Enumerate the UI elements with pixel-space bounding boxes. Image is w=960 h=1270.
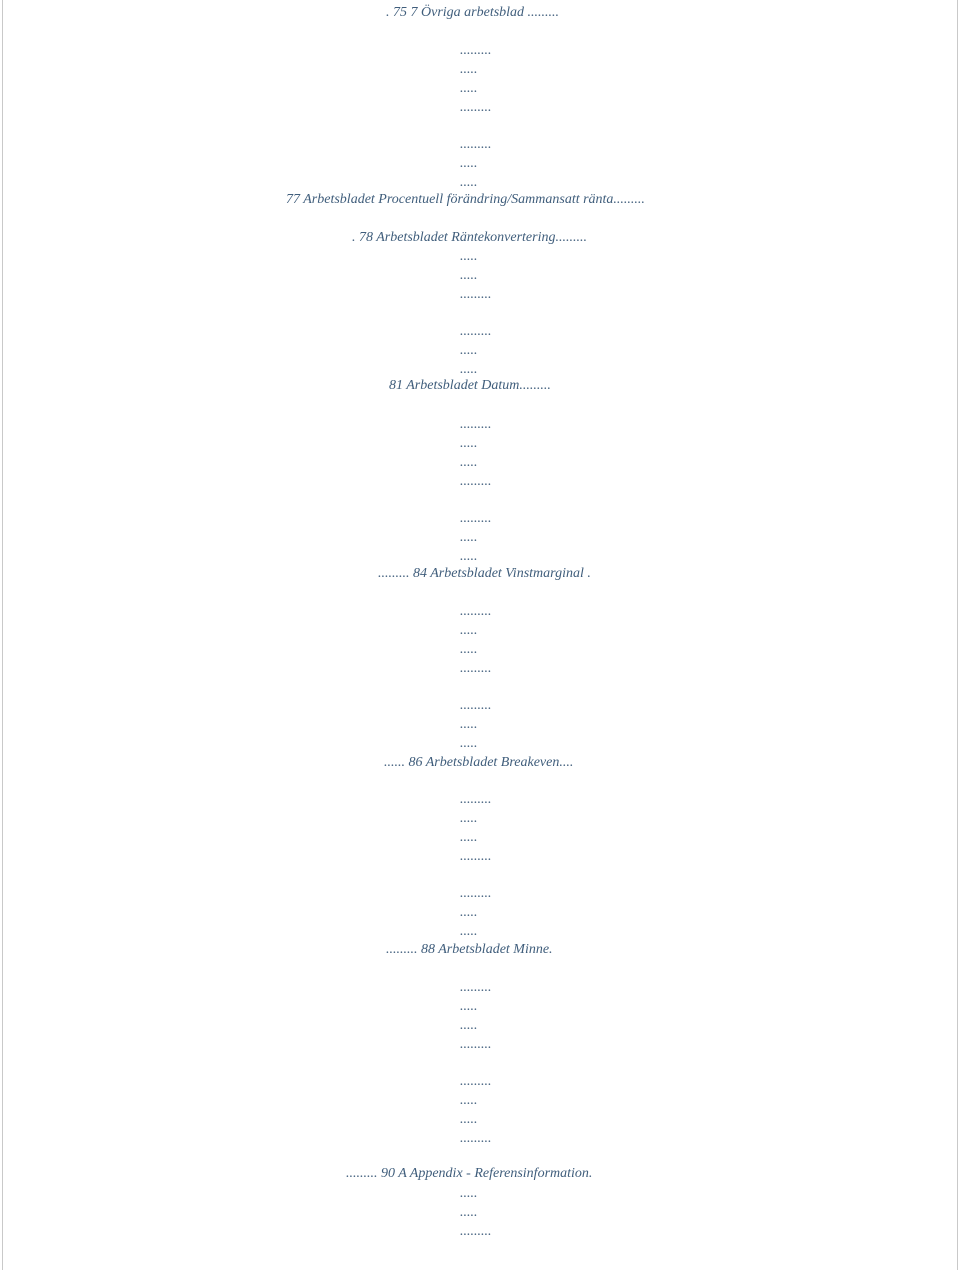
toc-leader: .........	[460, 100, 492, 115]
toc-leader: .....	[460, 642, 478, 657]
toc-leader: .....	[460, 830, 478, 845]
page-border-right	[957, 0, 958, 1270]
toc-entry-appendix[interactable]: ......... 90 A Appendix - Referensinformation.	[346, 1166, 593, 1181]
toc-leader: .....	[460, 549, 478, 564]
toc-leader: .....	[460, 717, 478, 732]
toc-entry-breakeven[interactable]: ...... 86 Arbetsbladet Breakeven....	[384, 755, 574, 770]
toc-leader: .....	[460, 156, 478, 171]
toc-leader: .........	[460, 1224, 492, 1239]
toc-leader: .........	[460, 1131, 492, 1146]
toc-leader: .........	[460, 324, 492, 339]
page-border-left	[2, 0, 3, 1270]
toc-leader: .....	[460, 811, 478, 826]
toc-leader: .....	[460, 268, 478, 283]
toc-leader: .........	[460, 1074, 492, 1089]
toc-leader: .....	[460, 623, 478, 638]
toc-leader: .....	[460, 62, 478, 77]
toc-leader: .....	[460, 362, 478, 377]
toc-entry-minne[interactable]: ......... 88 Arbetsbladet Minne.	[386, 942, 553, 957]
toc-leader: .........	[460, 43, 492, 58]
toc-entry-ovriga-arbetsblad[interactable]: . 75 7 Övriga arbetsblad .........	[386, 5, 560, 20]
toc-leader: .....	[460, 455, 478, 470]
toc-leader: .....	[460, 905, 478, 920]
toc-leader: .....	[460, 1205, 478, 1220]
toc-leader: .........	[460, 417, 492, 432]
toc-entry-rantekonvertering[interactable]: . 78 Arbetsbladet Räntekonvertering.........	[352, 230, 587, 245]
toc-leader: .........	[460, 511, 492, 526]
toc-leader: .........	[460, 849, 492, 864]
toc-entry-procentuell-forandring[interactable]: 77 Arbetsbladet Procentuell förändring/Sammansatt ränta.........	[286, 192, 645, 207]
toc-leader: .....	[460, 924, 478, 939]
toc-leader: .....	[460, 1186, 478, 1201]
toc-leader: .....	[460, 736, 478, 751]
toc-leader: .....	[460, 81, 478, 96]
toc-leader: .....	[460, 343, 478, 358]
toc-leader: .........	[460, 604, 492, 619]
toc-entry-vinstmarginal[interactable]: ......... 84 Arbetsbladet Vinstmarginal .	[378, 566, 591, 581]
toc-leader: .....	[460, 1112, 478, 1127]
toc-leader: .....	[460, 1093, 478, 1108]
toc-leader: .....	[460, 175, 478, 190]
toc-leader: .....	[460, 249, 478, 264]
toc-leader: .....	[460, 530, 478, 545]
toc-leader: .........	[460, 886, 492, 901]
toc-leader: .........	[460, 792, 492, 807]
toc-leader: .........	[460, 661, 492, 676]
toc-leader: .....	[460, 999, 478, 1014]
toc-leader: .........	[460, 287, 492, 302]
toc-leader: .........	[460, 137, 492, 152]
toc-leader: .........	[460, 474, 492, 489]
toc-leader: .....	[460, 436, 478, 451]
toc-entry-datum[interactable]: 81 Arbetsbladet Datum.........	[389, 378, 551, 393]
toc-leader: .........	[460, 1037, 492, 1052]
toc-leader: .........	[460, 698, 492, 713]
toc-leader: .....	[460, 1018, 478, 1033]
toc-leader: .........	[460, 980, 492, 995]
